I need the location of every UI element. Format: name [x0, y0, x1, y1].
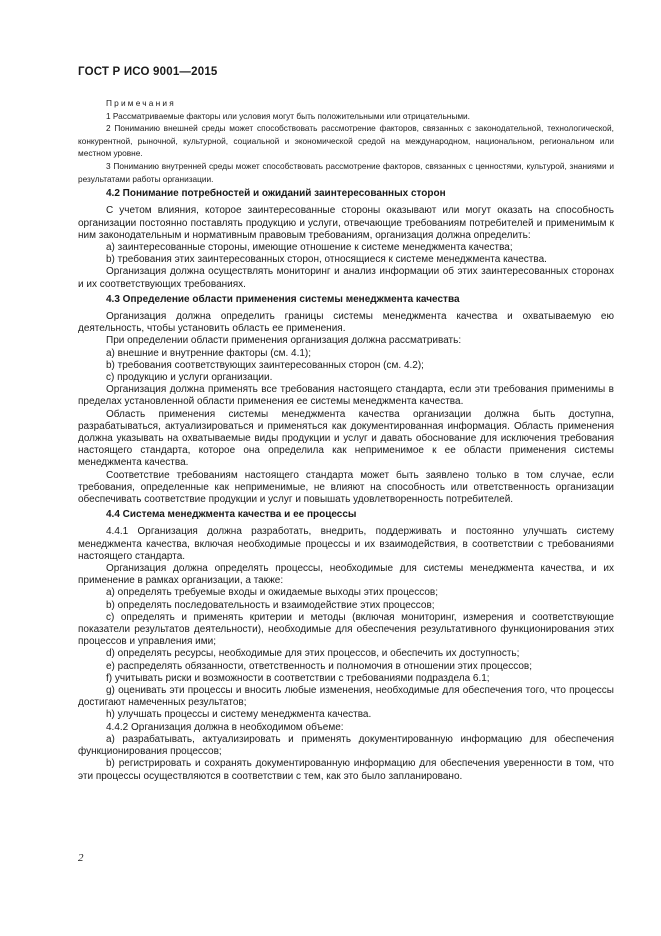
list-item: a) определять требуемые входы и ожидаемые выходы этих процессов;: [106, 587, 439, 599]
paragraph: С учетом влияния, которое заинтересованные стороны оказывают или могут оказать на способность организации постоянно поставлять продукцию и услуги, отвечающие требованиям потребителей и применимым к ним законодательным и нормативным правовым требованиям, организация должна определить:: [78, 205, 614, 241]
section-heading-4-4: 4.4 Система менеджмента качества и ее процессы: [106, 509, 357, 521]
page-number: 2: [78, 852, 84, 864]
list-item: b) требования этих заинтересованных сторон, относящиеся к системе менеджмента качества.: [106, 254, 547, 266]
paragraph: Организация должна осуществлять мониторинг и анализ информации об этих заинтересованных сторонах и их соответствующих требованиях.: [78, 266, 614, 290]
note-item: 2 Пониманию внешней среды может способствовать рассмотрение факторов, связанных с законодательной, технологической, конкурентной, рыночной, культурной, социальной и экономической средой на международном, национальном, региональном или местном уровне.: [78, 123, 614, 159]
list-item: c) определять и применять критерии и методы (включая мониторинг, измерения и соответствующие показатели результатов деятельности), необходимые для обеспечения результативного функционирования этих процессов и управления ими;: [78, 611, 614, 648]
paragraph: Соответствие требованиям настоящего стандарта может быть заявлено только в том случае, если требования, определенные как неприменимые, не влияют на способность или ответственность организации обеспечивать соответствие продукции и услуг и повышать удовлетворенность потребителей.: [78, 469, 614, 506]
list-item: a) заинтересованные стороны, имеющие отношение к системе менеджмента качества;: [106, 241, 513, 253]
list-item: h) улучшать процессы и систему менеджмента качества.: [106, 709, 372, 721]
section-heading-4-2: 4.2 Понимание потребностей и ожиданий заинтересованных сторон: [106, 188, 446, 200]
paragraph: Область применения системы менеджмента качества организации должна быть доступна, разрабатываться, актуализироваться и применяться как документированная информация. Область применения должна указывать на охватываемые виды продукции и услуг и давать обоснование для исключения требования настоящего стандарта, которое она определила как неприменимое к ее области применения системы менеджмента качества.: [78, 408, 614, 469]
paragraph: 4.4.2 Организация должна в необходимом объеме:: [106, 721, 344, 733]
paragraph: Организация должна определять процессы, необходимые для системы менеджмента качества, и их применение в рамках организации, а также:: [78, 563, 614, 587]
paragraph: Организация должна определить границы системы менеджмента качества и охватываемую ею деятельность, чтобы установить область ее применения.: [78, 310, 614, 335]
list-item: f) учитывать риски и возможности в соответствии с требованиями подраздела 6.1;: [106, 672, 490, 684]
list-item: a) разрабатывать, актуализировать и применять документированную информацию для обеспечения функционирования процессов;: [78, 733, 614, 758]
list-item: g) оценивать эти процессы и вносить любые изменения, необходимые для обеспечения того, что процессы достигают намеченных результатов;: [78, 685, 614, 709]
list-item: b) определять последовательность и взаимодействие этих процессов;: [106, 599, 435, 611]
paragraph: 4.4.1 Организация должна разработать, внедрить, поддерживать и постоянно улучшать систему менеджмента качества, включая необходимые процессы и их взаимодействия, в соответствии с требованиями настоящего стандарта.: [78, 526, 614, 562]
list-item: e) распределять обязанности, ответственность и полномочия в отношении этих процессов;: [106, 660, 532, 672]
note-item: 1 Рассматриваемые факторы или условия могут быть положительными или отрицательными.: [106, 110, 470, 121]
list-item: b) требования соответствующих заинтересованных сторон (см. 4.2);: [106, 359, 424, 371]
paragraph: Организация должна применять все требования настоящего стандарта, если эти требования применимы в пределах установленной области применения ее системы менеджмента качества.: [78, 384, 614, 408]
note-item: 3 Пониманию внутренней среды может способствовать рассмотрение факторов, связанных с ценностями, культурой, знаниями и результатами работы организации.: [78, 160, 614, 184]
list-item: c) продукцию и услуги организации.: [106, 372, 273, 383]
page-content: [78, 96, 614, 783]
list-item: b) регистрировать и сохранять документированную информацию для обеспечения уверенности в том, что эти процессы осуществляются в соответствии с тем, как это было запланировано.: [78, 758, 614, 782]
notes-title: Примечания: [106, 98, 176, 108]
document-header: ГОСТ Р ИСО 9001—2015: [78, 66, 218, 78]
paragraph: При определении области применения организация должна рассматривать:: [106, 335, 462, 347]
list-item: a) внешние и внутренние факторы (см. 4.1);: [106, 347, 312, 359]
section-heading-4-3: 4.3 Определение области применения системы менеджмента качества: [106, 293, 460, 305]
list-item: d) определять ресурсы, необходимые для этих процессов, и обеспечить их доступность;: [106, 648, 520, 660]
